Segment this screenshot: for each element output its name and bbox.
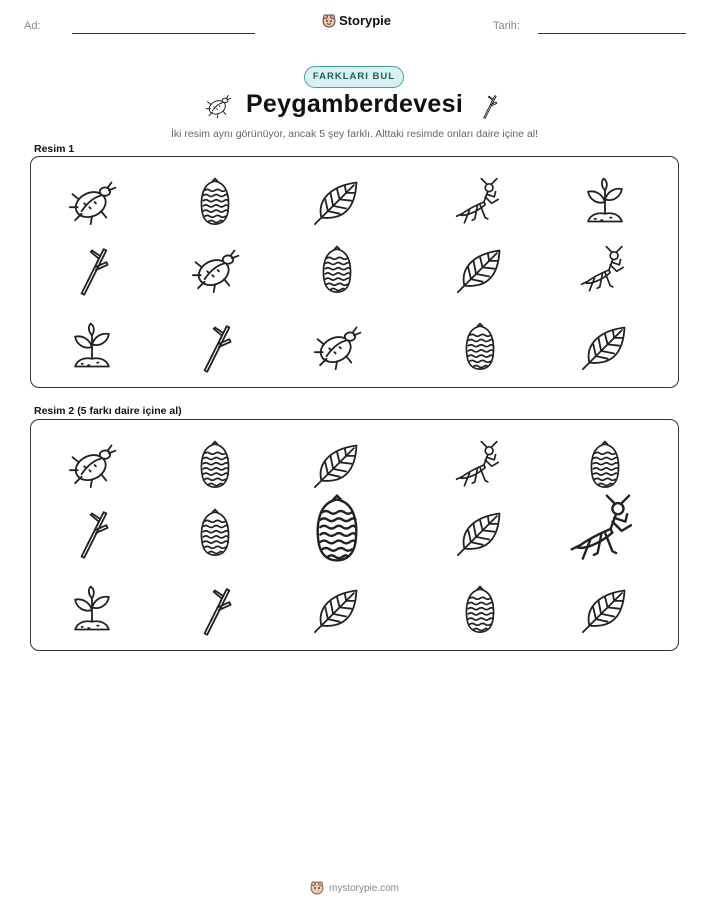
picture2-beetle-r1c1[interactable] (66, 439, 118, 496)
footer (0, 881, 709, 895)
picture1-twig-r2c1 (66, 244, 118, 301)
beetle-drawing (189, 244, 241, 296)
picture1-twig-r3c2 (189, 321, 241, 378)
picture1-cocoon-r1c2 (189, 176, 241, 233)
picture2-sprout-r3c1[interactable] (66, 584, 118, 641)
cocoon-drawing (189, 439, 241, 491)
picture2-cocoon-r2c3[interactable] (300, 492, 374, 571)
twig-drawing (66, 244, 118, 296)
cocoon-drawing (300, 492, 374, 566)
picture2-twig-r3c2[interactable] (189, 584, 241, 641)
picture2-label: Resim 2 (5 farkı daire içine al) (34, 405, 182, 417)
picture1-mantis-r1c4 (454, 176, 506, 233)
brand (322, 13, 391, 28)
picture1-cocoon-r3c4 (454, 321, 506, 378)
name-label: Ad: (24, 20, 41, 32)
picture2-mantis-r2c5[interactable] (568, 492, 642, 571)
picture2-leaf-r3c5[interactable] (579, 584, 631, 641)
beetle-icon (202, 92, 234, 125)
picture1-label: Resim 1 (34, 143, 75, 155)
cocoon-drawing (454, 321, 506, 373)
cocoon-drawing (579, 439, 631, 491)
beetle-drawing (311, 321, 363, 373)
twig-drawing (189, 584, 241, 636)
leaf-drawing (579, 321, 631, 373)
storypie-mascot-icon (322, 14, 336, 28)
beetle-drawing (66, 176, 118, 228)
cocoon-drawing (189, 176, 241, 228)
twig-drawing (189, 321, 241, 373)
cocoon-drawing (189, 507, 241, 559)
leaf-drawing (454, 244, 506, 296)
picture1-beetle-r2c2 (189, 244, 241, 301)
leaf-drawing (311, 584, 363, 636)
mantis-drawing (454, 176, 506, 228)
picture2-cocoon-r3c4[interactable] (454, 584, 506, 641)
picture1-beetle-r3c3 (311, 321, 363, 378)
picture1-sprout-r1c5 (579, 176, 631, 233)
picture1-beetle-r1c1 (66, 176, 118, 233)
picture2-twig-r2c1[interactable] (66, 507, 118, 564)
mantis-drawing (454, 439, 506, 491)
picture1-leaf-r3c5 (579, 321, 631, 378)
twig-icon (476, 90, 502, 127)
picture1-leaf-r1c3 (311, 176, 363, 233)
picture2-cocoon-r2c2[interactable] (189, 507, 241, 564)
title-beetle-drawing (202, 92, 234, 120)
sprout-drawing (66, 321, 118, 373)
picture1-mantis-r2c5 (579, 244, 631, 301)
picture2-mantis-r1c4[interactable] (454, 439, 506, 496)
instructions: İki resim aynı görünüyor, ancak 5 şey farklı. Alttaki resimde onları daire içine al! (170, 128, 539, 140)
picture2-leaf-r2c4[interactable] (454, 507, 506, 564)
cocoon-drawing (311, 244, 363, 296)
cocoon-drawing (454, 584, 506, 636)
footer-site[interactable]: mystorypie.com (328, 882, 399, 894)
picture2-panel[interactable] (30, 419, 679, 651)
beetle-drawing (66, 439, 118, 491)
twig-drawing (66, 507, 118, 559)
leaf-drawing (454, 507, 506, 559)
page-title: Peygamberdevesi (245, 90, 464, 118)
mantis-drawing (568, 492, 642, 566)
date-label: Tarih: (493, 20, 520, 32)
picture2-cocoon-r1c2[interactable] (189, 439, 241, 496)
picture2-cocoon-r1c5[interactable] (579, 439, 631, 496)
picture1-cocoon-r2c3 (311, 244, 363, 301)
sprout-drawing (579, 176, 631, 228)
brand-name: Storypie (339, 13, 392, 28)
picture1-sprout-r3c1 (66, 321, 118, 378)
picture1-leaf-r2c4 (454, 244, 506, 301)
leaf-drawing (311, 176, 363, 228)
date-field[interactable] (538, 33, 686, 34)
picture1-panel (30, 156, 679, 388)
worksheet-badge: FARKLARI BUL (304, 66, 404, 88)
title-twig-drawing (476, 90, 502, 122)
storypie-mascot-icon (310, 881, 324, 895)
mantis-drawing (579, 244, 631, 296)
leaf-drawing (579, 584, 631, 636)
leaf-drawing (311, 439, 363, 491)
sprout-drawing (66, 584, 118, 636)
picture2-leaf-r1c3[interactable] (311, 439, 363, 496)
name-field[interactable] (72, 33, 255, 34)
picture2-leaf-r3c3[interactable] (311, 584, 363, 641)
